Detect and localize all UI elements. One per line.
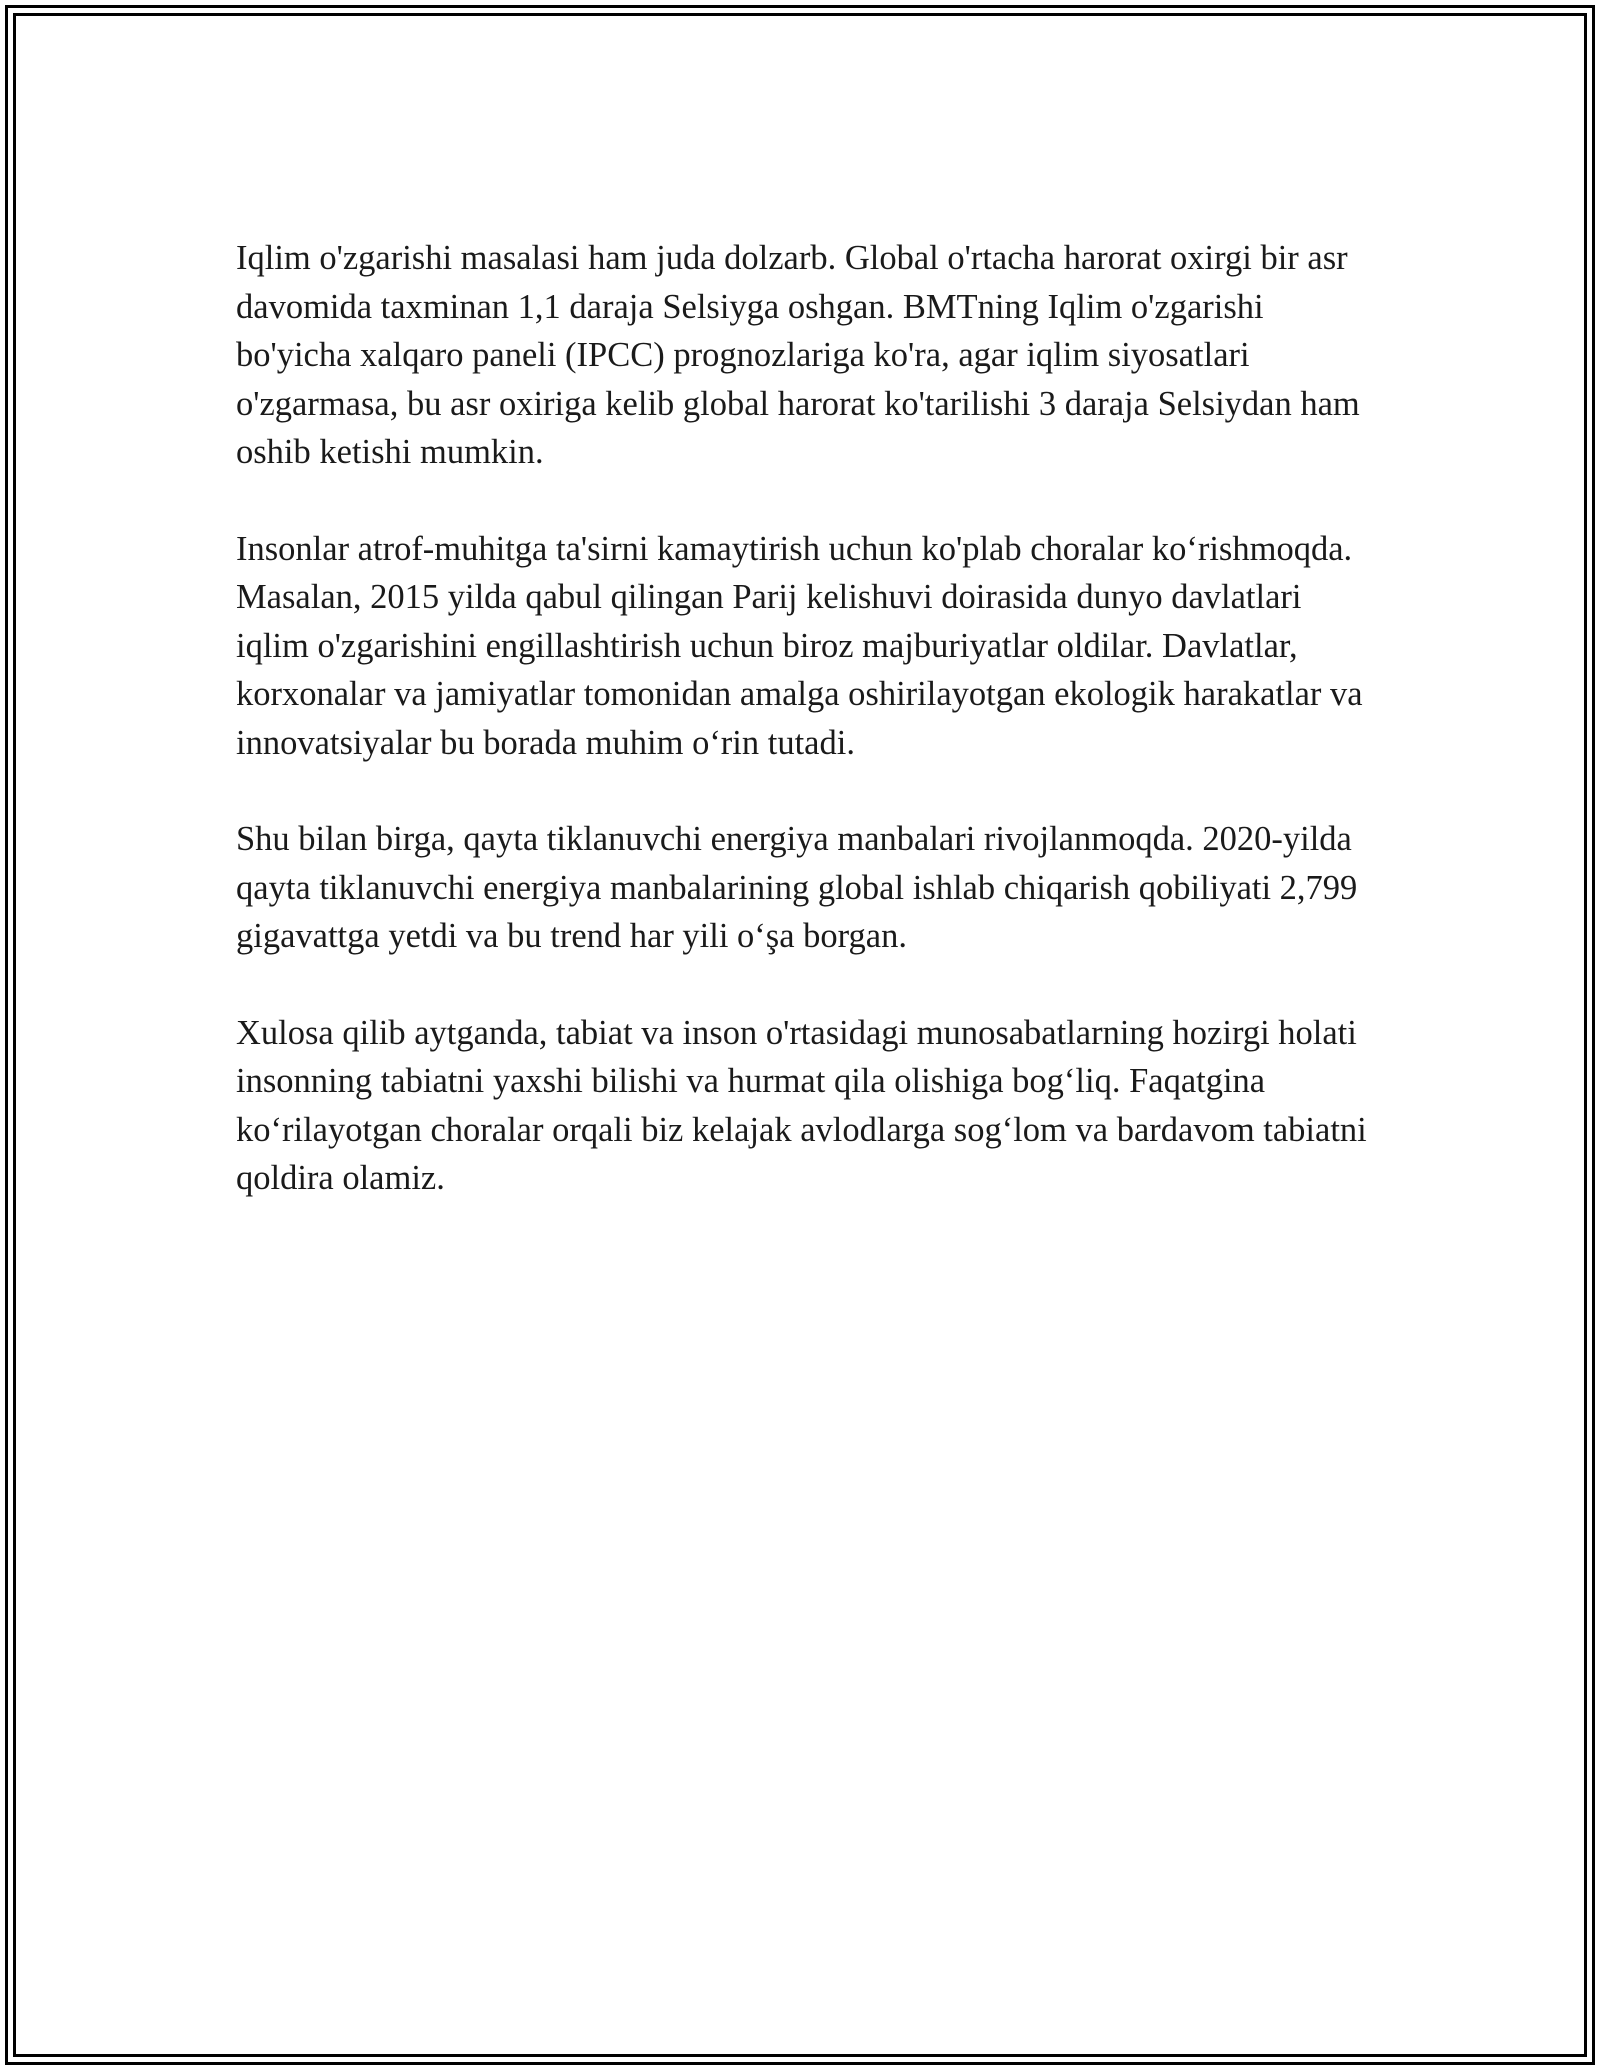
- document-body: [236, 234, 1376, 1251]
- paragraph-climate-change: Iqlim o'zgarishi masalasi ham juda dolzarb. Global o'rtacha harorat oxirgi bir asr davomida taxminan 1,1 daraja Selsiyga oshgan. BMTning Iqlim o'zgarishi bo'yicha xalqaro paneli (IPCC) prognozlariga ko'ra, agar iqlim siyosatlari o'zgarmasa, bu asr oxiriga kelib global harorat ko'tarilishi 3 daraja Selsiydan ham oshib ketishi mumkin.: [236, 239, 1360, 471]
- paragraph-renewable-energy: Shu bilan birga, qayta tiklanuvchi energiya manbalari rivojlanmoqda. 2020-yilda qayta tiklanuvchi energiya manbalarining global ishlab chiqarish qobiliyati 2,799 gigavattga yetdi va bu trend har yili o‘şa borgan.: [236, 820, 1358, 955]
- paragraph-conclusion: Xulosa qilib aytganda, tabiat va inson o'rtasidagi munosabatlarning hozirgi holati insonning tabiatni yaxshi bilishi va hurmat qila olishiga bog‘liq. Faqatgina ko‘rilayotgan choralar orqali biz kelajak avlodlarga sog‘lom va bardavom tabiatni qoldira olamiz.: [236, 1013, 1367, 1197]
- paragraph-measures: Insonlar atrof-muhitga ta'sirni kamaytirish uchun ko'plab choralar ko‘rishmoqda. Masalan, 2015 yilda qabul qilingan Parij kelishuvi doirasida dunyo davlatlari iqlim o'zgarishini engillashtirish uchun biroz majburiyatlar oldilar. Davlatlar, korxonalar va jamiyatlar tomonidan amalga oshirilayotgan ekologik harakatlar va innovatsiyalar bu borada muhim o‘rin tutadi.: [236, 529, 1363, 762]
